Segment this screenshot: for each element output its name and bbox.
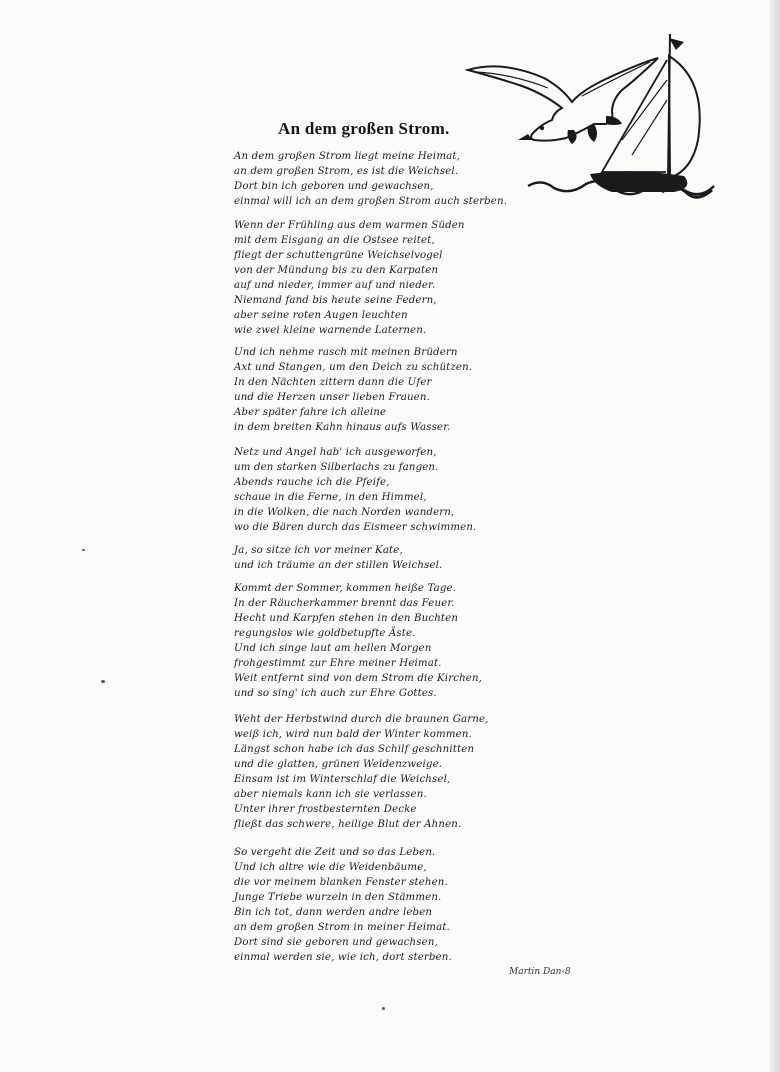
poem-line: und die glatten, grünen Weidenzweige. [234,758,443,770]
poem-line: So vergeht die Zeit und so das Leben. [234,847,436,858]
ink-speck [382,1007,385,1010]
author-signature: Martin Dan‹8 [509,967,571,977]
poem-line: von der Mündung bis zu den Karpaten [234,264,439,276]
poem-line: und ich träume an der stillen Weichsel. [234,559,443,571]
poem-line: an dem großen Strom, es ist die Weichsel. [234,165,459,177]
poem-line: Abends rauche ich die Pfeife, [234,476,390,488]
poem-line: Aber später fahre ich alleine [234,406,387,418]
poem-line: In den Nächten zittern dann die Ufer [234,376,432,388]
poem-line: um den starken Silberlachs zu fangen. [234,461,439,473]
poem-title: An dem großen Strom. [278,119,450,138]
poem-line: Bin ich tot, dann werden andre leben [234,906,433,918]
poem-line: Weit entfernt sind von dem Strom die Kirchen, [234,672,483,684]
stanza-3 [234,346,472,436]
poem-line: die vor meinem blanken Fenster stehen. [234,876,448,888]
poem-line: Unter ihrer frostbesternten Decke [234,803,417,815]
poem-line: weiß ich, wird nun bald der Winter kommen. [234,728,472,740]
poem-line: Kommt der Sommer, kommen heiße Tage. [234,583,457,594]
poem-line: wie zwei kleine warnende Laternen. [234,324,427,336]
ink-speck [82,549,85,551]
poem-line: einmal will ich an dem großen Strom auch sterben. [234,195,508,207]
poem-line: einmal werden sie, wie ich, dort sterben. [234,951,452,963]
poem-line: Längst schon habe ich das Schilf geschnitten [234,743,475,755]
poem-line: und so sing' ich auch zur Ehre Gottes. [234,687,437,699]
stanza-4 [234,446,476,536]
poem-line: fließt das schwere, heilige Blut der Ahnen. [234,818,462,830]
poem-line: in dem breiten Kahn hinaus aufs Wasser. [234,421,451,433]
poem-line: Junge Triebe wurzeln in den Stämmen. [234,891,442,903]
poem-line: Und ich nehme rasch mit meinen Brüdern [234,347,458,358]
stanza-7 [234,713,489,833]
poem-line: Dort bin ich geboren und gewachsen, [234,180,434,192]
ink-speck [101,680,105,683]
poem-line: und die Herzen unser lieben Frauen. [234,391,430,403]
poem-line: regungslos wie goldbetupfte Äste. [234,627,416,639]
stanza-5 [234,544,442,574]
stanza-2 [234,219,465,339]
poem-line: auf und nieder, immer auf und nieder. [234,279,436,291]
stanza-8 [234,846,452,966]
poem-line: Wenn der Frühling aus dem warmen Süden [234,220,465,231]
poem-line: Weht der Herbstwind durch die braunen Garne, [234,714,489,725]
poem-line: frohgestimmt zur Ehre meiner Heimat. [234,657,442,669]
poem-line: Und ich singe laut am hellen Morgen [234,642,432,654]
poem-line: Und ich altre wie die Weidenbäume, [234,861,427,873]
poem-line: Hecht und Karpfen stehen in den Buchten [234,612,459,624]
poem-line: Netz und Angel hab' ich ausgeworfen, [234,447,437,458]
poem-line: an dem großen Strom in meiner Heimat. [234,921,450,933]
poem-line: In der Räucherkammer brennt das Feuer. [234,597,455,609]
poem-line: schaue in die Ferne, in den Himmel, [234,491,427,503]
poem-line: aber niemals kann ich sie verlassen. [234,788,427,800]
poem-line: wo die Bären durch das Eismeer schwimmen. [234,521,477,533]
poem-line: Axt und Stangen, um den Deich zu schützen. [234,361,473,373]
poem-line: Einsam ist im Winterschlaf die Weichsel, [234,773,451,785]
page-edge-shadow [770,0,780,1072]
stanza-1 [234,150,507,210]
seagull-icon [468,58,658,144]
poem-line: aber seine roten Augen leuchten [234,309,408,321]
poem-line: Niemand fand bis heute seine Federn, [234,294,437,306]
poem-line: in die Wolken, die nach Norden wandern, [234,506,455,518]
poem-line: Ja, so sitze ich vor meiner Kate, [234,545,403,556]
poem-line: An dem großen Strom liegt meine Heimat, [234,151,461,162]
poem-line: fliegt der schuttengrüne Weichselvogel [234,249,443,261]
poem-line: Dort sind sie geboren und gewachsen, [234,936,438,948]
poem-line: mit dem Eisgang an die Ostsee reitet, [234,234,435,246]
stanza-6 [234,582,482,702]
